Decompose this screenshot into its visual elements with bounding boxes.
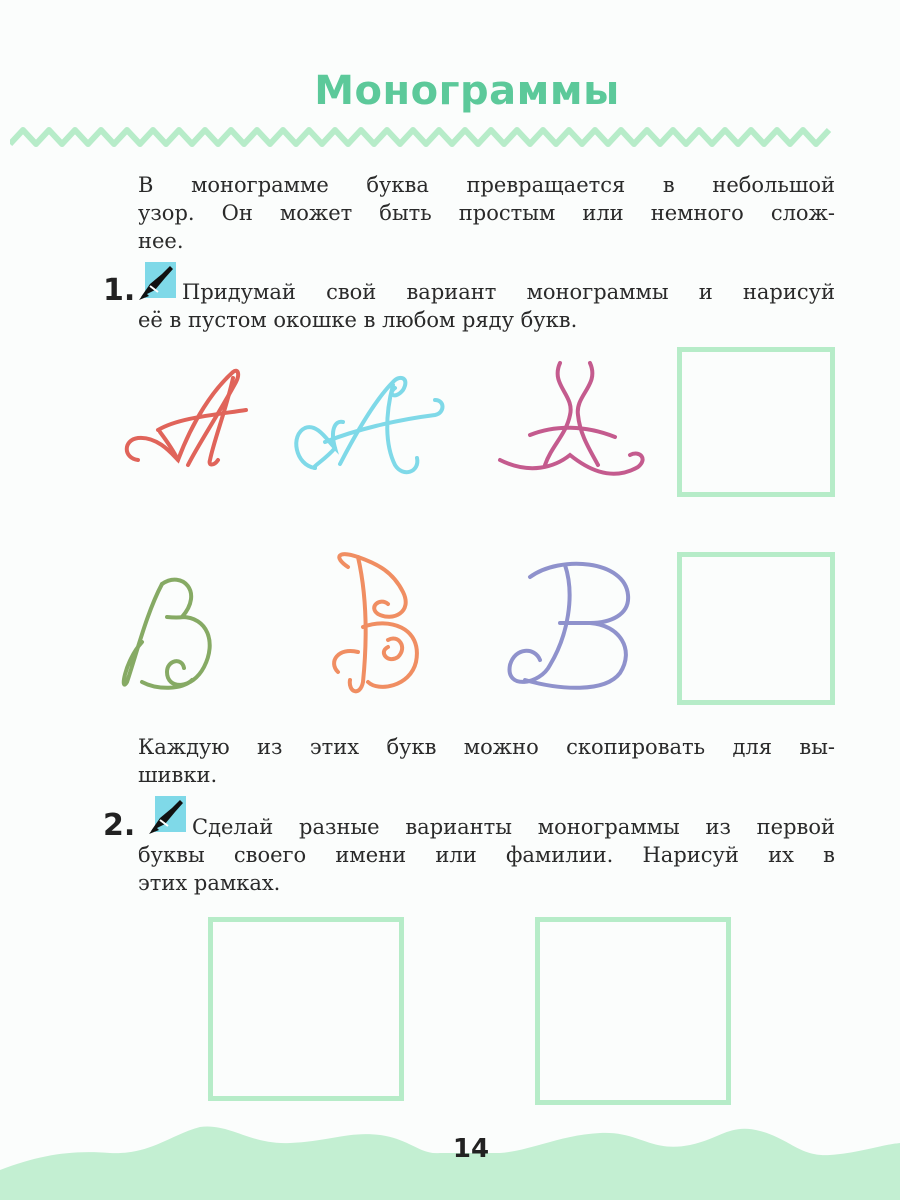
middle-line: Каждую из этих букв можно скопировать для вы- [138, 735, 835, 759]
intro-line: В монограмме буква превращается в небольшой [138, 173, 835, 197]
monogram-letter-b-green [112, 572, 222, 697]
task-2-line: буквы своего имени или фамилии. Нарисуй их в [138, 843, 835, 867]
intro-line: нее. [138, 229, 184, 253]
task-2-line: Сделай разные варианты монограммы из первой [192, 815, 835, 839]
task-1-line: Придумай свой вариант монограммы и нарисуй [182, 280, 835, 304]
task-2-number: 2. [103, 808, 136, 843]
monogram-letter-a-cyan [285, 360, 445, 480]
task-1-text [182, 278, 835, 306]
task-1-line: её в пустом окошке в любом ряду букв. [138, 308, 578, 332]
middle-paragraph [138, 733, 835, 789]
monogram-letter-b-blue [500, 555, 645, 695]
drawing-frame-row-a[interactable] [677, 347, 835, 497]
task-1-number: 1. [103, 273, 136, 308]
drawing-frame-left[interactable] [208, 917, 404, 1101]
monogram-letter-a-red [118, 360, 258, 475]
monogram-letter-b-orange [318, 552, 438, 702]
zigzag-divider [10, 124, 836, 150]
drawing-frame-right[interactable] [535, 917, 731, 1105]
intro-paragraph [138, 171, 835, 255]
page-number: 14 [452, 1134, 490, 1164]
pen-icon [136, 262, 176, 302]
pen-icon [146, 796, 186, 836]
task-1-text-cont [138, 306, 835, 334]
page-title: Монограммы [314, 68, 620, 114]
monogram-letter-a-purple [490, 355, 650, 485]
task-2-text [192, 813, 835, 841]
drawing-frame-row-b[interactable] [677, 552, 835, 705]
task-2-text-cont [138, 841, 835, 897]
task-2-line: этих рамках. [138, 871, 281, 895]
middle-line: шивки. [138, 763, 218, 787]
intro-line: узор. Он может быть простым или немного слож- [138, 201, 835, 225]
